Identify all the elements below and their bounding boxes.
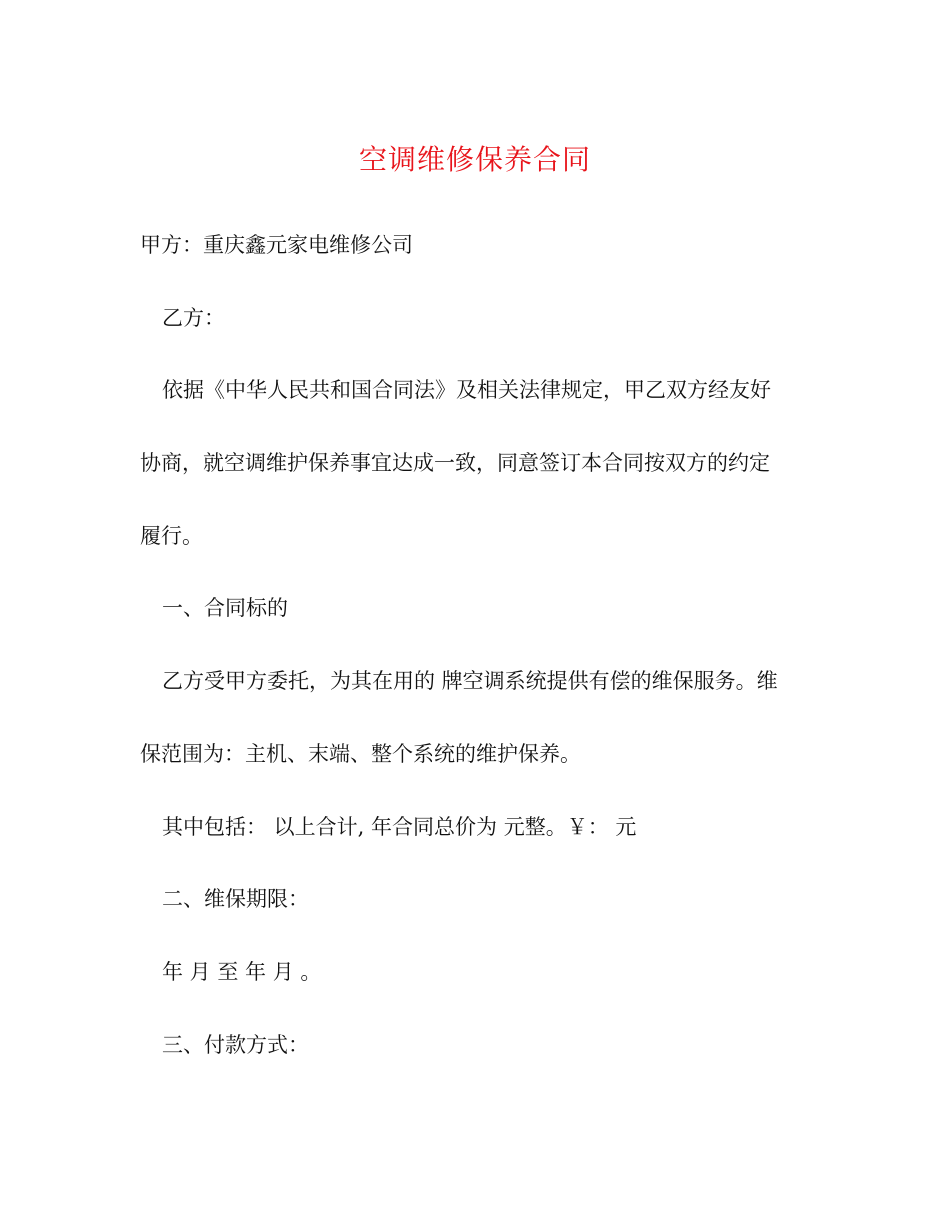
period-line: 年 月 至 年 月 。 [162,960,322,984]
preamble-line-3: 履行。 [140,524,203,548]
section-1-body-line-2: 保范围为：主机、末端、整个系统的维护保养。 [140,742,581,766]
section-2-heading: 二、维保期限： [162,887,309,911]
price-line: 其中包括： 以上合计, 年合同总价为 元整。￥： 元 [162,815,637,839]
section-3-heading: 三、付款方式： [162,1033,309,1057]
document-title: 空调维修保养合同 [358,143,591,176]
section-1-body-line-1: 乙方受甲方委托，为其在用的 牌空调系统提供有偿的维保服务。维 [162,669,778,693]
section-1-heading: 一、合同标的 [162,596,288,620]
party-a-line: 甲方：重庆鑫元家电维修公司 [140,233,413,257]
party-b-line: 乙方： [162,306,225,330]
preamble-line-1: 依据《中华人民共和国合同法》及相关法律规定，甲乙双方经友好 [162,378,771,402]
preamble-line-2: 协商，就空调维护保养事宜达成一致，同意签订本合同按双方的约定 [140,451,770,475]
